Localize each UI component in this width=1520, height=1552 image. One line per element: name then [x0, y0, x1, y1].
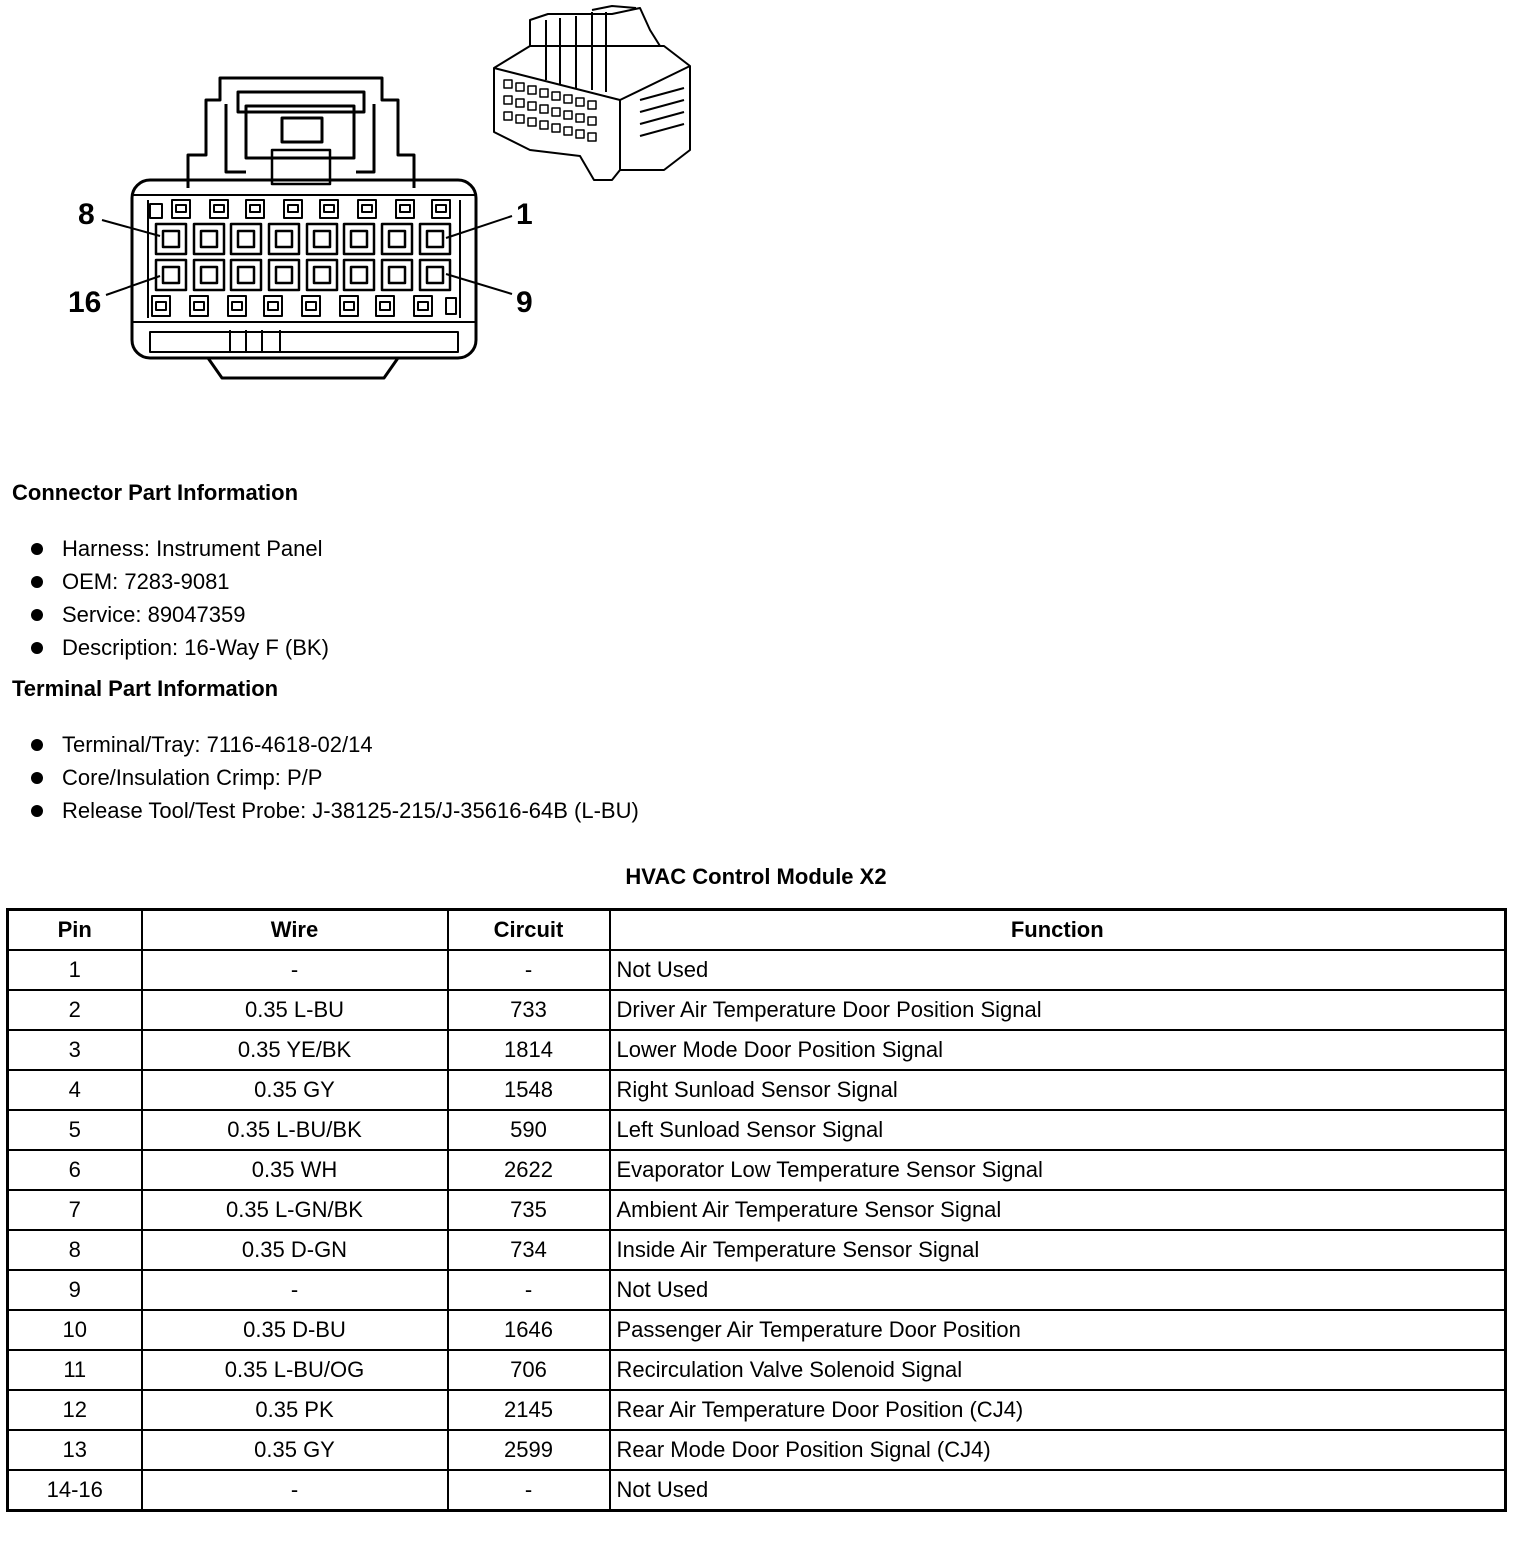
table-row — [8, 1350, 1506, 1390]
cell-circuit: 734 — [448, 1230, 610, 1270]
cell-function: Left Sunload Sensor Signal — [610, 1110, 1506, 1150]
list-item: Release Tool/Test Probe: J-38125-215/J-35616-64B (L-BU) — [30, 794, 639, 827]
cell-wire: 0.35 D-BU — [142, 1310, 448, 1350]
cell-circuit: 2145 — [448, 1390, 610, 1430]
cell-pin: 6 — [8, 1150, 142, 1190]
terminal-info-heading: Terminal Part Information — [12, 676, 279, 701]
pin-label-9: 9 — [516, 286, 533, 319]
table-row — [8, 1470, 1506, 1511]
table-header-row — [8, 910, 1506, 951]
cell-function: Passenger Air Temperature Door Position — [610, 1310, 1506, 1350]
table-row — [8, 1110, 1506, 1150]
terminal-info-list — [30, 728, 639, 827]
cell-pin: 8 — [8, 1230, 142, 1270]
table-row — [8, 1150, 1506, 1190]
cell-pin: 9 — [8, 1270, 142, 1310]
header-pin: Pin — [8, 910, 142, 951]
table-row — [8, 1430, 1506, 1470]
cell-circuit: 735 — [448, 1190, 610, 1230]
cell-function: Not Used — [610, 1470, 1506, 1511]
header-circuit: Circuit — [448, 910, 610, 951]
table-row — [8, 1390, 1506, 1430]
cell-pin: 10 — [8, 1310, 142, 1350]
cell-circuit: 1548 — [448, 1070, 610, 1110]
cell-function: Ambient Air Temperature Sensor Signal — [610, 1190, 1506, 1230]
table-row — [8, 1310, 1506, 1350]
cell-wire: - — [142, 950, 448, 990]
table-row — [8, 1190, 1506, 1230]
cell-function: Inside Air Temperature Sensor Signal — [610, 1230, 1506, 1270]
pin-label-1: 1 — [516, 198, 533, 231]
cell-pin: 2 — [8, 990, 142, 1030]
cell-pin: 1 — [8, 950, 142, 990]
cell-circuit: - — [448, 950, 610, 990]
cell-function: Right Sunload Sensor Signal — [610, 1070, 1506, 1110]
connector-info-heading: Connector Part Information — [12, 480, 299, 505]
cell-wire: - — [142, 1470, 448, 1511]
list-item: OEM: 7283-9081 — [30, 565, 329, 598]
cell-wire: 0.35 L-BU — [142, 990, 448, 1030]
cell-pin: 11 — [8, 1350, 142, 1390]
list-item: Description: 16-Way F (BK) — [30, 631, 329, 664]
pin-label-8: 8 — [78, 198, 95, 231]
cell-wire: 0.35 YE/BK — [142, 1030, 448, 1070]
connector-3d-view — [494, 6, 690, 180]
table-row — [8, 1070, 1506, 1110]
pin-label-16: 16 — [68, 286, 102, 319]
cell-function: Driver Air Temperature Door Position Signal — [610, 990, 1506, 1030]
cell-function: Not Used — [610, 1270, 1506, 1310]
cell-circuit: - — [448, 1470, 610, 1511]
cell-wire: 0.35 L-GN/BK — [142, 1190, 448, 1230]
cell-function: Rear Air Temperature Door Position (CJ4) — [610, 1390, 1506, 1430]
connector-face-diagram — [0, 0, 720, 400]
cell-function: Lower Mode Door Position Signal — [610, 1030, 1506, 1070]
cell-function: Evaporator Low Temperature Sensor Signal — [610, 1150, 1506, 1190]
cell-wire: 0.35 PK — [142, 1390, 448, 1430]
cell-function: Rear Mode Door Position Signal (CJ4) — [610, 1430, 1506, 1470]
cell-circuit: 706 — [448, 1350, 610, 1390]
cell-function: Recirculation Valve Solenoid Signal — [610, 1350, 1506, 1390]
table-row — [8, 1270, 1506, 1310]
cell-circuit: 1814 — [448, 1030, 610, 1070]
list-item: Terminal/Tray: 7116-4618-02/14 — [30, 728, 639, 761]
table-title: HVAC Control Module X2 — [625, 864, 887, 889]
cell-wire: 0.35 L-BU/BK — [142, 1110, 448, 1150]
cell-circuit: 590 — [448, 1110, 610, 1150]
cell-wire: 0.35 L-BU/OG — [142, 1350, 448, 1390]
cell-wire: 0.35 WH — [142, 1150, 448, 1190]
cell-wire: - — [142, 1270, 448, 1310]
table-row — [8, 1030, 1506, 1070]
cell-wire: 0.35 GY — [142, 1070, 448, 1110]
cell-pin: 13 — [8, 1430, 142, 1470]
cell-circuit: - — [448, 1270, 610, 1310]
cell-pin: 5 — [8, 1110, 142, 1150]
table-row — [8, 1230, 1506, 1270]
list-item: Service: 89047359 — [30, 598, 329, 631]
cell-pin: 7 — [8, 1190, 142, 1230]
cell-circuit: 1646 — [448, 1310, 610, 1350]
list-item: Harness: Instrument Panel — [30, 532, 329, 565]
cell-pin: 3 — [8, 1030, 142, 1070]
cell-circuit: 733 — [448, 990, 610, 1030]
cell-pin: 4 — [8, 1070, 142, 1110]
table-row — [8, 990, 1506, 1030]
connector-info-list — [30, 532, 329, 664]
header-function: Function — [610, 910, 1506, 951]
header-wire: Wire — [142, 910, 448, 951]
pinout-table — [6, 908, 1507, 1512]
cell-wire: 0.35 D-GN — [142, 1230, 448, 1270]
cell-wire: 0.35 GY — [142, 1430, 448, 1470]
cell-function: Not Used — [610, 950, 1506, 990]
cell-pin: 14-16 — [8, 1470, 142, 1511]
cell-pin: 12 — [8, 1390, 142, 1430]
table-row — [8, 950, 1506, 990]
list-item: Core/Insulation Crimp: P/P — [30, 761, 639, 794]
cell-circuit: 2599 — [448, 1430, 610, 1470]
cell-circuit: 2622 — [448, 1150, 610, 1190]
